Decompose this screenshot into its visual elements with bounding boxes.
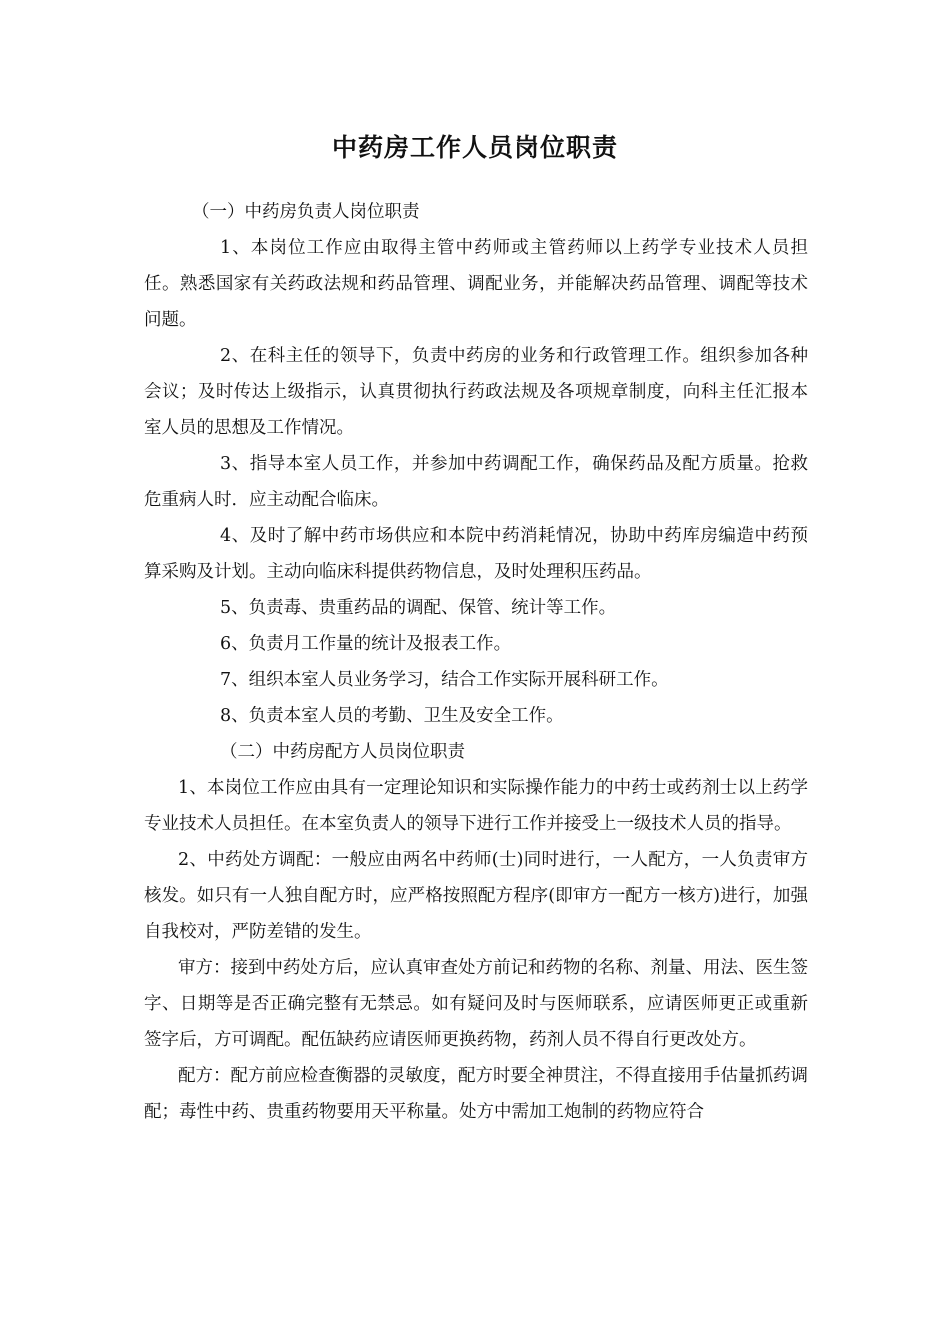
paragraph: 4、及时了解中药市场供应和本院中药消耗情况，协助中药库房编造中药预算采购及计划。主动向临床科提供药物信息，及时处理积压药品。	[144, 526, 808, 582]
paragraph: 8、负责本室人员的考勤、卫生及安全工作。	[220, 706, 564, 726]
paragraph: 审方：接到中药处方后，应认真审查处方前记和药物的名称、剂量、用法、医生签字、日期等是否正确完整有无禁忌。如有疑问及时与医师联系，应请医师更正或重新签字后，方可调配。配伍缺药应请医师更换药物，药剂人员不得自行更改处方。	[144, 958, 808, 1050]
paragraph: 6、负责月工作量的统计及报表工作。	[220, 634, 512, 654]
paragraph: 3、指导本室人员工作，并参加中药调配工作，确保药品及配方质量。抢救危重病人时．应主动配合临床。	[144, 454, 808, 510]
section-heading-2: （二）中药房配方人员岗位职责	[220, 742, 465, 762]
paragraph: 1、本岗位工作应由取得主管中药师或主管药师以上药学专业技术人员担任。熟悉国家有关药政法规和药品管理、调配业务，并能解决药品管理、调配等技术问题。	[144, 238, 808, 330]
paragraph: 1、本岗位工作应由具有一定理论知识和实际操作能力的中药士或药剂士以上药学专业技术人员担任。在本室负责人的领导下进行工作并接受上一级技术人员的指导。	[144, 778, 808, 834]
paragraph: 5、负责毒、贵重药品的调配、保管、统计等工作。	[220, 598, 617, 618]
paragraph: 配方：配方前应检查衡器的灵敏度，配方时要全神贯注，不得直接用手估量抓药调配；毒性中药、贵重药物要用天平称量。处方中需加工炮制的药物应符合	[144, 1066, 808, 1122]
paragraph: 2、中药处方调配：一般应由两名中药师(士)同时进行，一人配方，一人负责审方核发。如只有一人独自配方时，应严格按照配方程序(即审方一配方一核方)进行，加强自我校对，严防差错的发生。	[144, 850, 808, 942]
document-body	[144, 194, 808, 1130]
paragraph: 7、组织本室人员业务学习，结合工作实际开展科研工作。	[220, 670, 669, 690]
paragraph: 2、在科主任的领导下，负责中药房的业务和行政管理工作。组织参加各种会议；及时传达上级指示，认真贯彻执行药政法规及各项规章制度，向科主任汇报本室人员的思想及工作情况。	[144, 346, 808, 438]
page-title: 中药房工作人员岗位职责	[331, 133, 618, 162]
section-heading-1: （一）中药房负责人岗位职责	[192, 202, 420, 222]
